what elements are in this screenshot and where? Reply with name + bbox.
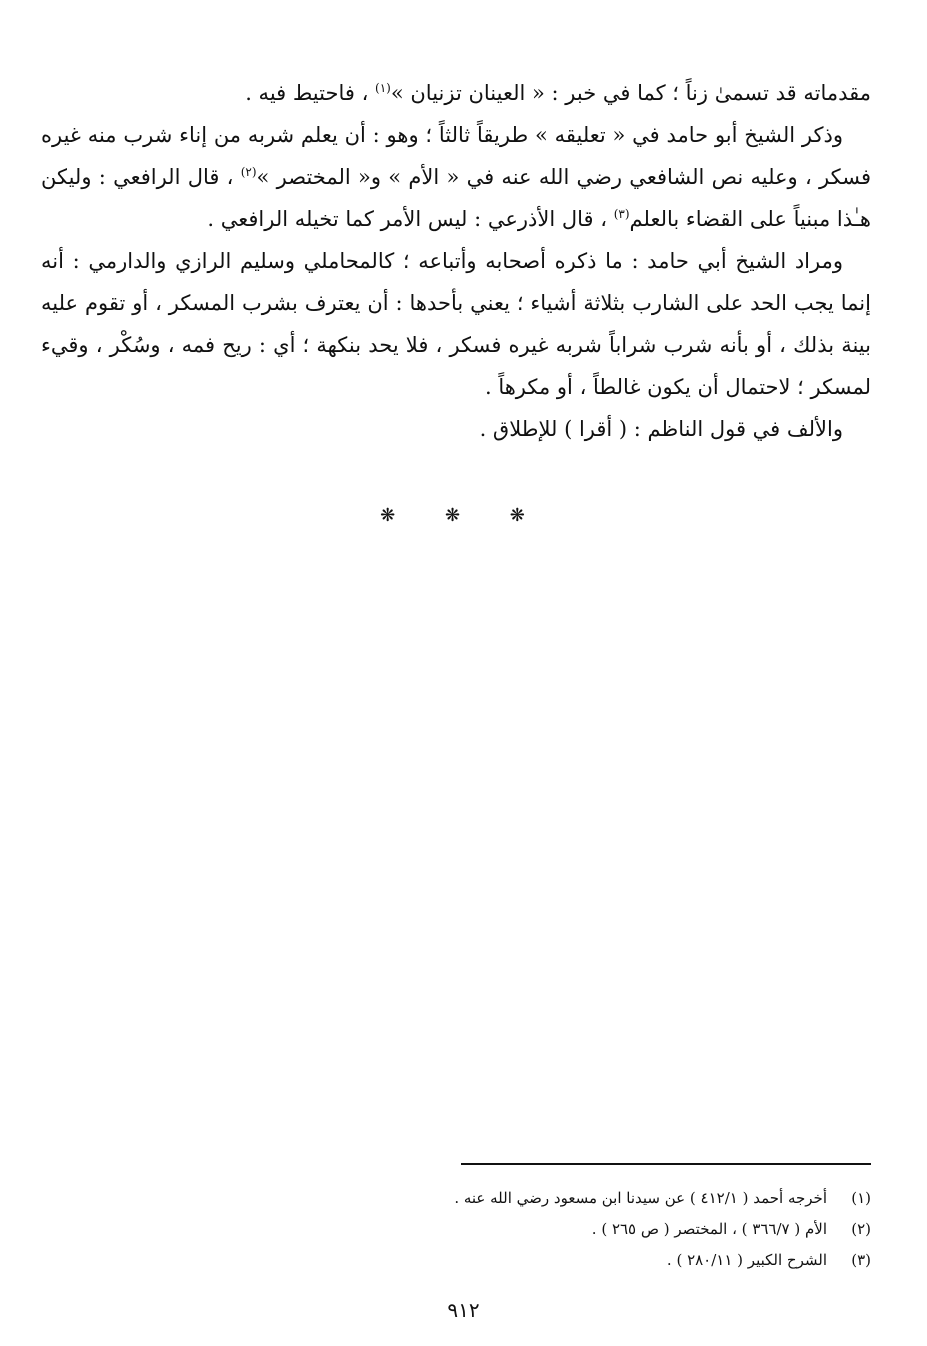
footnotes — [231, 1183, 871, 1276]
paragraph-text: ، قال الرافعي : وليكن هـٰذا مبنياً على القضاء بالعلم — [41, 165, 871, 231]
paragraph-text: ، قال الأذرعي : ليس الأمر كما تخيله الرافعي . — [207, 207, 614, 231]
footnote-ref-2[interactable]: (٢) — [240, 165, 257, 179]
footnote-divider — [461, 1163, 871, 1165]
paragraph-text: ومراد الشيخ أبي حامد : ما ذكره أصحابه وأتباعه ؛ كالمحاملي وسليم الرازي والدارمي : أنه إنما يجب الحد على الشارب بثلاثة أشياء ؛ يعني بأحدها : أن يعترف بشرب المسكر ، أو تقوم عليه بينة بذلك ، أو بأنه شرب شراباً شربه غيره فسكر ، فلا يحد بنكهة ؛ أي : ريح فمه ، وسُكْر ، وقيء لمسكر ؛ لاحتمال أن يكون غالطاً ، أو مكرهاً . — [41, 249, 871, 399]
footnote-ref-1[interactable]: (١) — [375, 81, 391, 95]
paragraph-text: وذكر الشيخ أبو حامد في « تعليقه » طريقاً ثالثاً ؛ وهو : أن يعلم شربه من إناء شرب منه غيره فسكر ، وعليه نص الشافعي رضي الله عنه في « الأم » و« المختصر » — [41, 123, 871, 189]
footnote-text: الشرح الكبير ( ٢٨٠/١١ ) . — [666, 1251, 827, 1269]
footnote-1 — [231, 1183, 871, 1214]
paragraph-4 — [41, 408, 871, 450]
footnote-number: (١) — [851, 1189, 871, 1207]
footnote-number: (٢) — [851, 1220, 871, 1238]
paragraph-3 — [41, 240, 871, 408]
page-number: ٩١٢ — [447, 1298, 480, 1322]
section-separator: ❋ ❋ ❋ — [380, 505, 547, 526]
main-text — [41, 72, 871, 450]
footnote-text: أخرجه أحمد ( ٤١٢/١ ) عن سيدنا ابن مسعود رضي الله عنه . — [454, 1189, 827, 1207]
footnote-2 — [231, 1214, 871, 1245]
paragraph-text: ، فاحتيط فيه . — [245, 81, 376, 105]
paragraph-text: مقدماته قد تسمىٰ زناً ؛ كما في خبر : « العينان تزنيان » — [390, 81, 871, 105]
footnote-text: الأم ( ٣٦٦/٧ ) ، المختصر ( ص ٢٦٥ ) . — [591, 1220, 827, 1238]
footnote-3 — [231, 1245, 871, 1276]
paragraph-text: والألف في قول الناظم : ( أقرا ) للإطلاق . — [479, 417, 843, 441]
paragraph-2 — [41, 114, 871, 240]
footnote-number: (٣) — [851, 1251, 871, 1269]
paragraph-1 — [41, 72, 871, 114]
footnote-ref-3[interactable]: (٣) — [613, 207, 630, 221]
